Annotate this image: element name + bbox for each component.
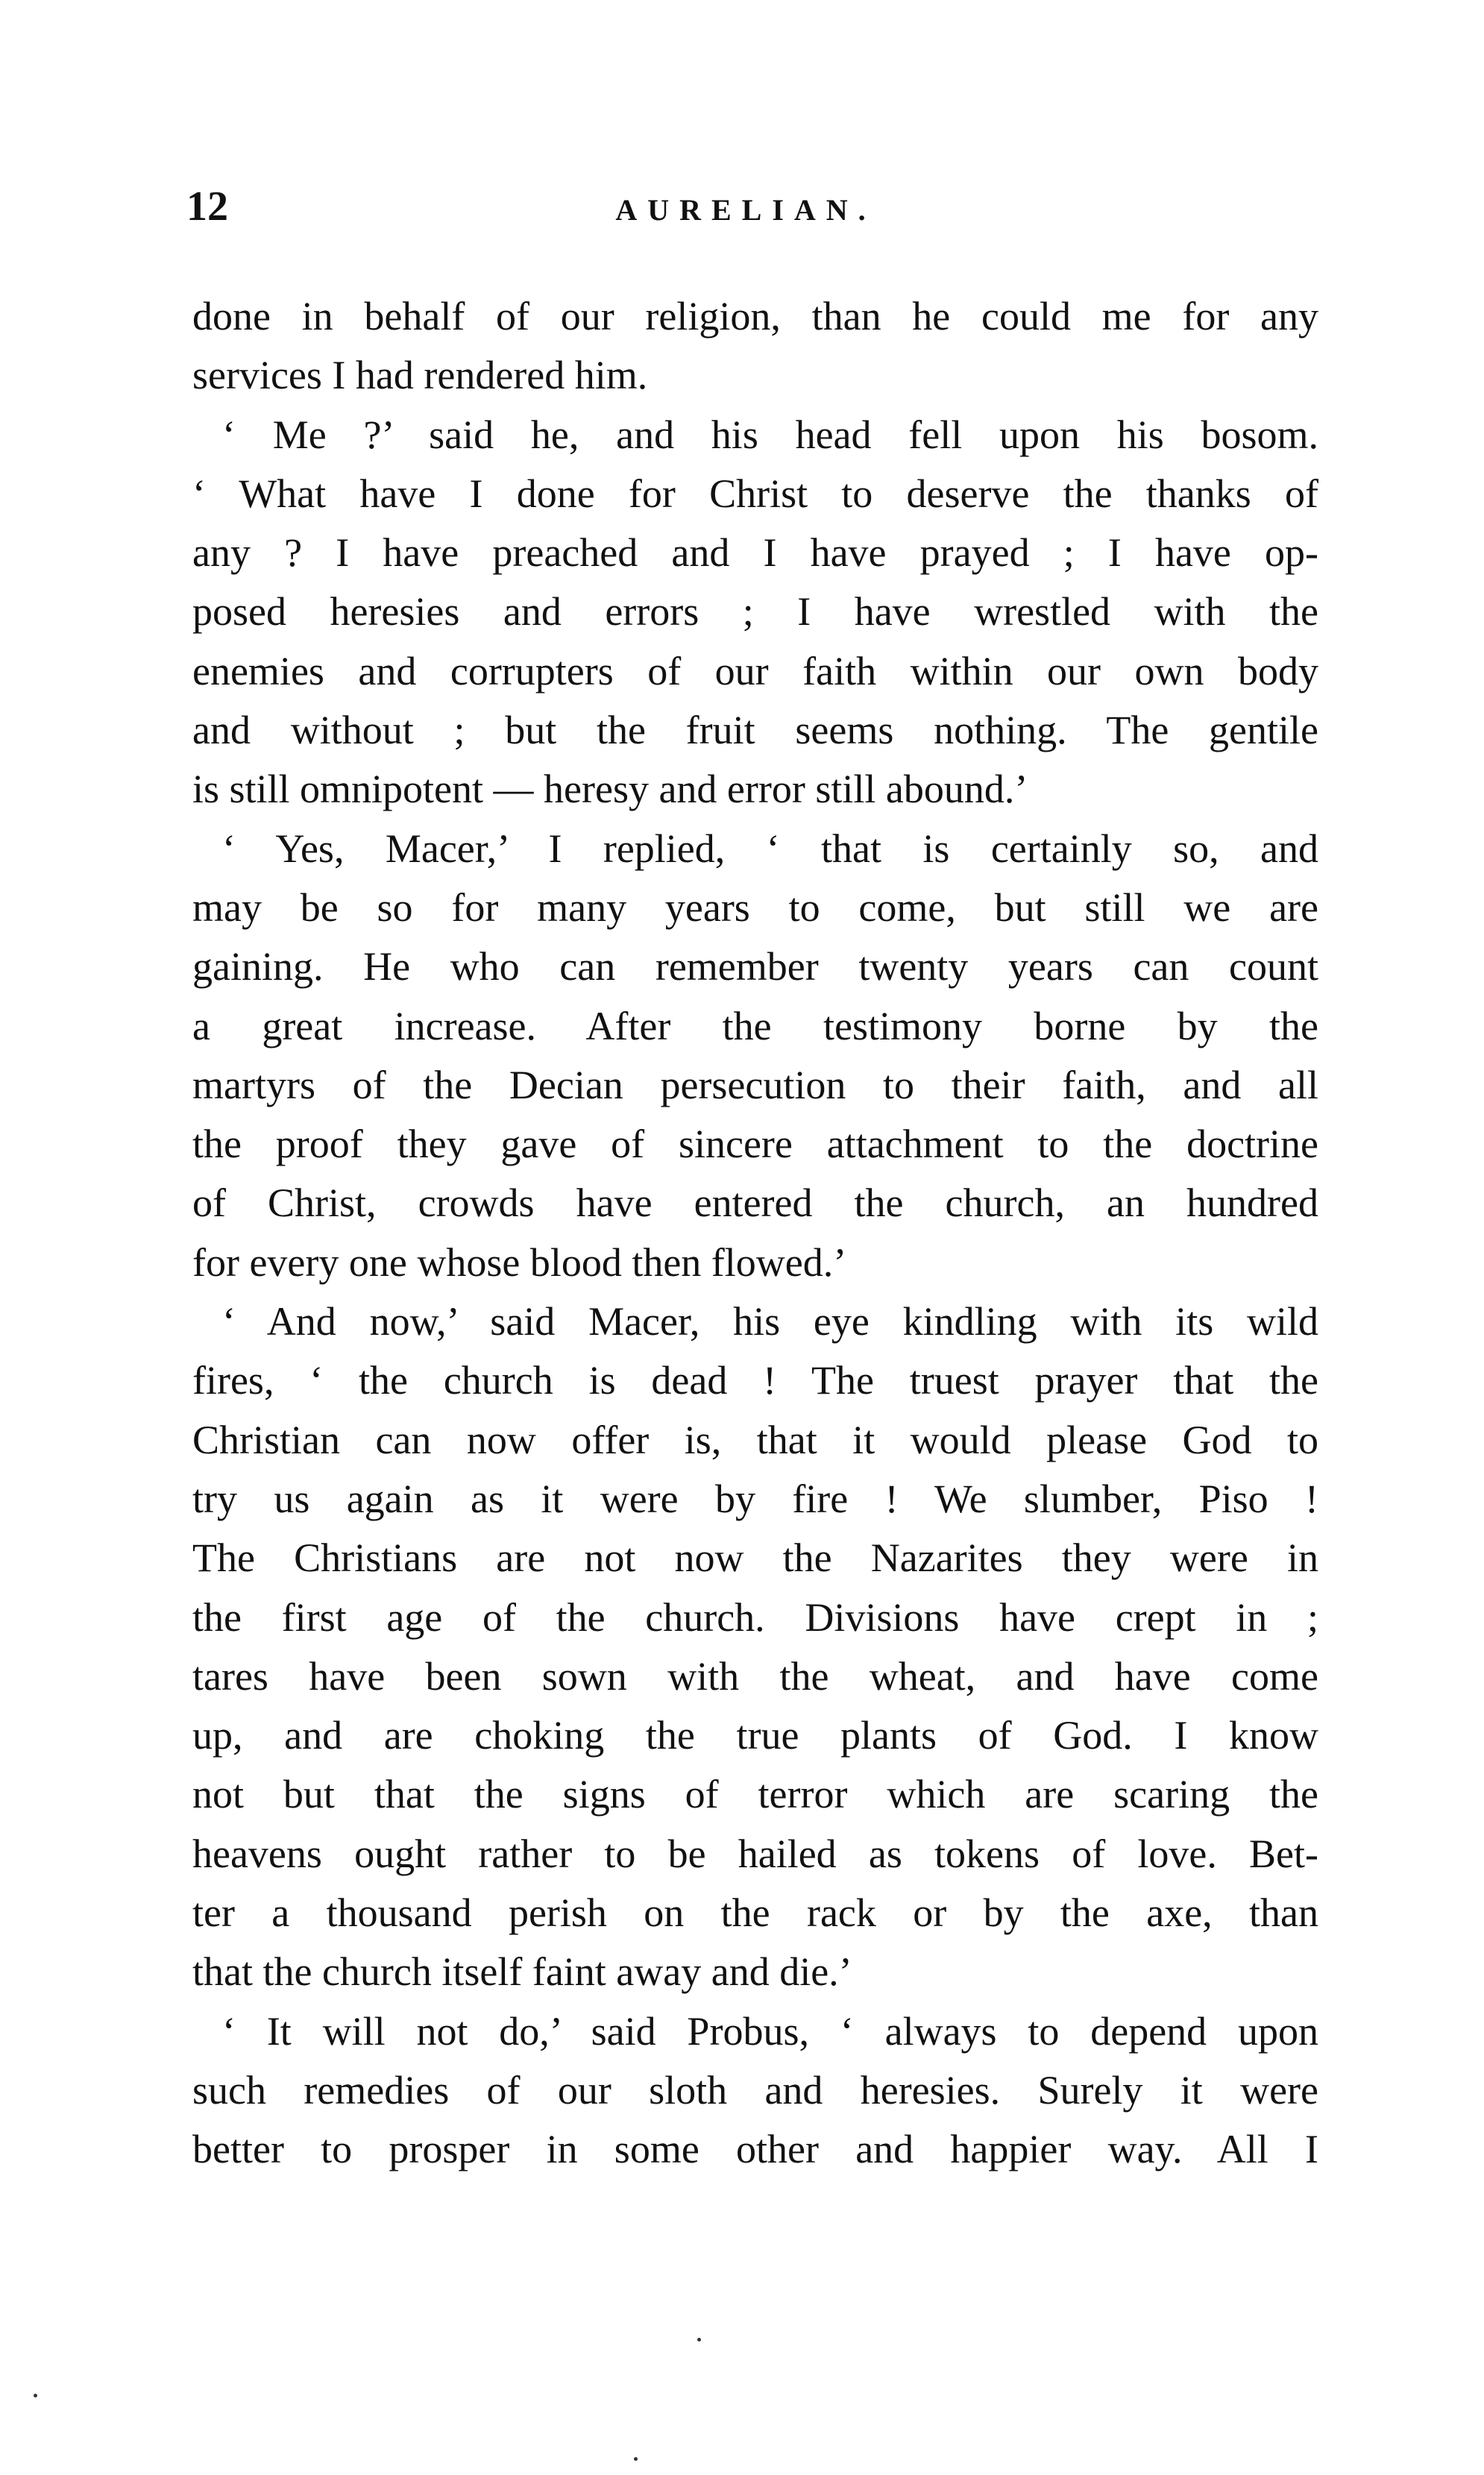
text-line: services I had rendered him.: [192, 353, 648, 398]
text-line: ‘ Yes, Macer,’ I replied, ‘ that is certainly so, and: [222, 825, 1318, 871]
text-line: may be so for many years to come, but still we are: [192, 884, 1318, 930]
text-line: try us again as it were by fire ! We slumber, Piso !: [192, 1476, 1318, 1521]
text-line: ‘ What have I done for Christ to deserve the thanks of: [192, 471, 1318, 516]
text-line: such remedies of our sloth and heresies. Surely it were: [192, 2067, 1318, 2113]
text-line: ‘ It will not do,’ said Probus, ‘ always to depend upon: [222, 2008, 1318, 2054]
body-text: [192, 287, 1318, 2180]
text-line: The Christians are not now the Nazarites they were in: [192, 1535, 1318, 1581]
text-line: a great increase. After the testimony borne by the: [192, 1003, 1318, 1048]
text-line: heavens ought rather to be hailed as tokens of love. Bet-: [192, 1831, 1318, 1876]
page-number: 12: [186, 183, 228, 230]
text-line: martyrs of the Decian persecution to their faith, and all: [192, 1062, 1318, 1107]
text-line: gaining. He who can remember twenty years can count: [192, 944, 1318, 990]
text-line: of Christ, crowds have entered the church, an hundred: [192, 1180, 1318, 1226]
speck-mark: [34, 2394, 37, 2397]
text-line: and without ; but the fruit seems nothing. The gentile: [192, 708, 1318, 753]
text-line: posed heresies and errors ; I have wrestled with the: [192, 589, 1318, 635]
text-line: that the church itself faint away and die.’: [192, 1949, 852, 1995]
text-line: fires, ‘ the church is dead ! The truest prayer that the: [192, 1358, 1318, 1403]
text-line: Christian can now offer is, that it would please God to: [192, 1417, 1318, 1462]
text-line: tares have been sown with the wheat, and have come: [192, 1653, 1318, 1699]
text-line: ‘ And now,’ said Macer, his eye kindling with its wild: [222, 1299, 1318, 1345]
speck-mark: [634, 2457, 638, 2461]
text-line: not but that the signs of terror which are scaring the: [192, 1772, 1318, 1817]
text-line: ter a thousand perish on the rack or by the axe, than: [192, 1890, 1318, 1936]
text-line: for every one whose blood then flowed.’: [192, 1239, 847, 1285]
text-line: the first age of the church. Divisions have crept in ;: [192, 1594, 1318, 1640]
speck-mark: [697, 2338, 701, 2342]
running-title: AURELIAN.: [615, 193, 876, 227]
text-line: ‘ Me ?’ said he, and his head fell upon his bosom.: [222, 412, 1318, 457]
text-line: is still omnipotent — heresy and error still abound.’: [192, 767, 1028, 812]
text-line: any ? I have preached and I have prayed ; I have op-: [192, 530, 1318, 576]
text-line: the proof they gave of sincere attachment to the doctrine: [192, 1122, 1318, 1167]
text-line: better to prosper in some other and happier way. All I: [192, 2127, 1318, 2172]
text-line: done in behalf of our religion, than he could me for any: [192, 294, 1318, 339]
text-line: up, and are choking the true plants of God. I know: [192, 1713, 1318, 1758]
text-line: enemies and corrupters of our faith within our own body: [192, 648, 1318, 694]
